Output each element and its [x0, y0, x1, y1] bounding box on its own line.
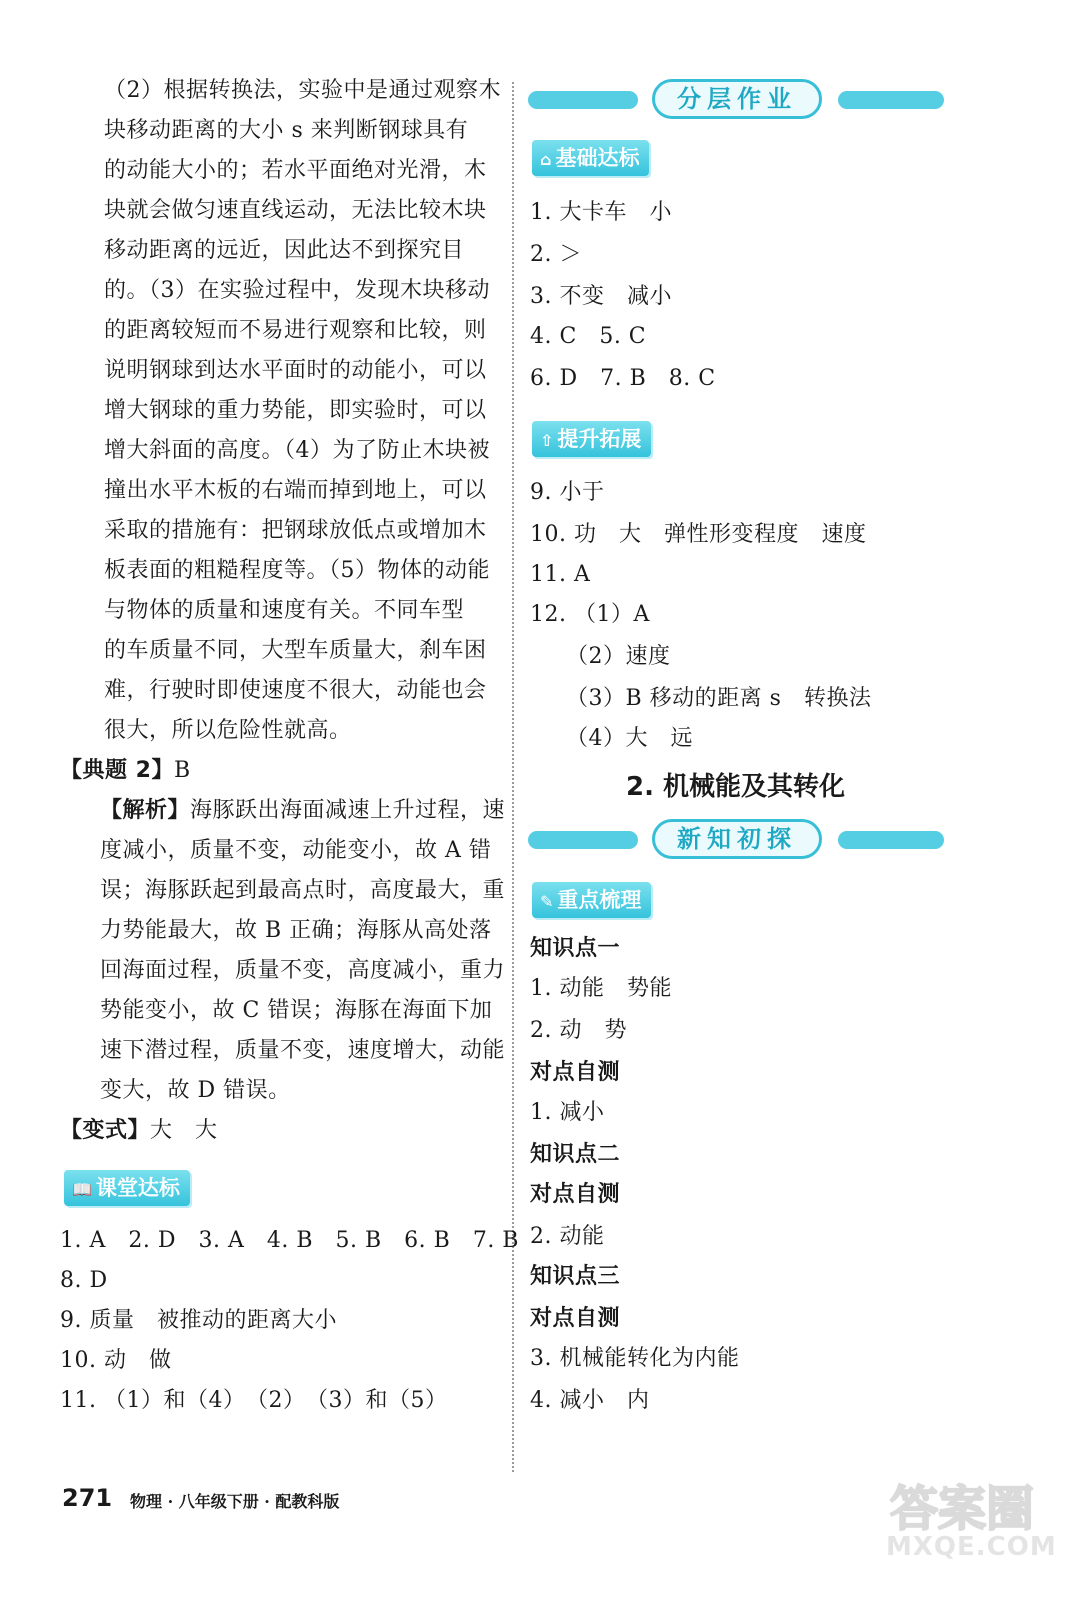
paragraph-line: 块移动距离的大小 s 来判断钢球具有	[104, 118, 469, 143]
knowledge-heading: 知识点二	[530, 1142, 621, 1167]
banner-bar-right	[838, 91, 944, 109]
answer-line: 11. （1）和（4） （2） （3）和（5）	[60, 1388, 448, 1413]
knowledge-answer: 3. 机械能转化为内能	[530, 1346, 740, 1371]
banner-title: 分层作业	[652, 79, 822, 119]
paragraph-line: 增大钢球的重力势能，即实验时，可以	[104, 398, 487, 423]
section-banner-new	[528, 818, 948, 862]
analysis-label: 【解析】	[100, 798, 191, 823]
answer-line: 2. ＞	[530, 242, 582, 267]
analysis-line: 误；海豚跃起到最高点时，高度最大，重	[100, 878, 506, 903]
basic-tag	[532, 140, 649, 176]
paragraph-line: 的。（3）在实验过程中，发现木块移动	[104, 278, 490, 303]
knowledge-heading: 对点自测	[530, 1306, 621, 1331]
answer-line: 10. 动 做	[60, 1348, 172, 1373]
answer-line: 9. 质量 被推动的距离大小	[60, 1308, 337, 1333]
knowledge-heading: 对点自测	[530, 1182, 621, 1207]
answer-subline: （3）B 移动的距离 s 转换法	[566, 686, 872, 711]
answer-line: 4. C 5. C	[530, 324, 647, 349]
analysis-line: 势能变小，故 C 错误；海豚在海面下加	[100, 998, 493, 1023]
knowledge-answer: 1. 动能 势能	[530, 976, 672, 1001]
watermark-logo	[882, 1470, 1057, 1580]
paragraph-line: 说明钢球到达水平面时的动能小，可以	[104, 358, 487, 383]
paragraph-line: 难，行驶时即使速度不很大，动能也会	[104, 678, 487, 703]
class-tag	[64, 1170, 190, 1206]
answer-line: 1. 大卡车 小	[530, 200, 672, 225]
section-banner-layered	[528, 78, 948, 122]
knowledge-answer: 2. 动 势	[530, 1018, 627, 1043]
answer-line: 6. D 7. B 8. C	[530, 366, 716, 391]
analysis-line: 海豚跃出海面减速上升过程，速	[190, 798, 506, 823]
variant-label: 【变式】	[60, 1118, 151, 1143]
lock-icon: ⌂	[540, 150, 552, 169]
typical-answer: B	[173, 758, 191, 783]
answer-line: 1. A 2. D 3. A 4. B 5. B 6. B 7. B	[60, 1228, 519, 1253]
analysis-line: 回海面过程，质量不变，高度减小，重力	[100, 958, 506, 983]
answer-line: 3. 不变 减小	[530, 284, 672, 309]
variant-question	[60, 1116, 218, 1146]
paragraph-line: 采取的措施有：把钢球放低点或增加木	[104, 518, 487, 543]
knowledge-heading: 知识点一	[530, 936, 621, 961]
typical-question	[60, 756, 191, 786]
paragraph-line: 撞出水平木板的右端而掉到地上，可以	[104, 478, 487, 503]
paragraph-line: 与物体的质量和速度有关。不同车型	[104, 598, 465, 623]
knowledge-answer: 4. 减小 内	[530, 1388, 650, 1413]
banner-bar-left	[528, 831, 638, 849]
extend-tag	[532, 421, 651, 457]
banner-bar-right	[838, 831, 944, 849]
knowledge-heading: 知识点三	[530, 1264, 621, 1289]
analysis-first-line	[100, 796, 505, 826]
paragraph-line: 的动能大小的；若水平面绝对光滑，木	[104, 158, 487, 183]
key-tag	[532, 882, 651, 918]
knowledge-answer: 1. 减小	[530, 1100, 605, 1125]
book-icon: 📖	[72, 1180, 92, 1199]
paragraph-line: 很大，所以危险性就高。	[104, 718, 352, 743]
paragraph-line: 块就会做匀速直线运动，无法比较木块	[104, 198, 487, 223]
typical-label: 【典题 2】	[60, 758, 174, 783]
analysis-line: 速下潜过程，质量不变，速度增大，动能	[100, 1038, 506, 1063]
answer-line: 9. 小于	[530, 480, 605, 505]
paragraph-line: （2）根据转换法，实验中是通过观察木	[104, 78, 501, 103]
paragraph-line: 板表面的粗糙程度等。（5）物体的动能	[104, 558, 490, 583]
extend-tag-label: 提升拓展	[557, 427, 642, 451]
column-divider	[512, 82, 514, 1472]
analysis-line: 力势能最大，故 B 正确；海豚从高处落	[100, 918, 492, 943]
answer-subline: （4）大 远	[566, 726, 693, 751]
pencil-icon: ✎	[540, 892, 554, 911]
banner-title: 新知初探	[652, 819, 822, 859]
paragraph-line: 移动距离的远近，因此达不到探究目	[104, 238, 465, 263]
answer-line: 11. A	[530, 562, 591, 587]
class-tag-label: 课堂达标	[95, 1176, 180, 1200]
variant-answer: 大 大	[150, 1118, 218, 1143]
section-title: 2. 机械能及其转化	[626, 772, 846, 802]
watermark-bottom: MXQE.COM	[886, 1532, 1057, 1562]
banner-bar-left	[528, 91, 638, 109]
knowledge-answer: 2. 动能	[530, 1224, 605, 1249]
paragraph-line: 增大斜面的高度。（4）为了防止木块被	[104, 438, 490, 463]
answer-line: 8. D	[60, 1268, 108, 1293]
watermark-top: 答案圈	[890, 1481, 1035, 1537]
analysis-line: 变大，故 D 错误。	[100, 1078, 291, 1103]
analysis-line: 度减小，质量不变，动能变小，故 A 错	[100, 838, 492, 863]
arrow-up-icon: ⇧	[540, 431, 554, 450]
answer-line: 10. 功 大 弹性形变程度 速度	[530, 522, 867, 547]
page-number: 271	[62, 1484, 113, 1512]
basic-tag-label: 基础达标	[555, 146, 640, 170]
knowledge-heading: 对点自测	[530, 1060, 621, 1085]
key-tag-label: 重点梳理	[557, 888, 642, 912]
answer-subline: （2）速度	[566, 644, 671, 669]
paragraph-line: 的车质量不同，大型车质量大，刹车困	[104, 638, 487, 663]
answer-line: 12. （1）A	[530, 602, 650, 627]
book-info: 物理 · 八年级下册 · 配教科版	[130, 1492, 340, 1511]
paragraph-line: 的距离较短而不易进行观察和比较，则	[104, 318, 487, 343]
